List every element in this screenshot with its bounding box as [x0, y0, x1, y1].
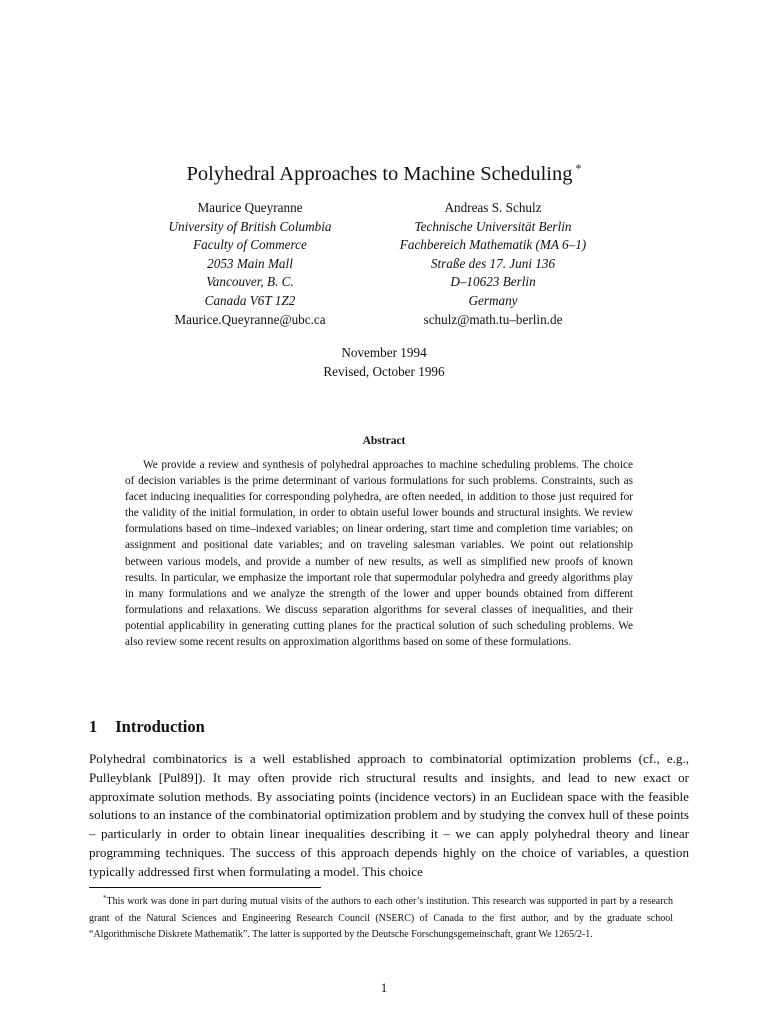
date-original: November 1994 [341, 345, 427, 360]
author-affiliation-line: D–10623 Berlin [450, 274, 536, 290]
section-title: Introduction [115, 717, 205, 736]
section-number: 1 [89, 717, 98, 736]
footnote-rule [89, 887, 321, 888]
author-block-2 [373, 199, 613, 329]
section-heading [89, 714, 205, 740]
author-block-1 [130, 199, 370, 329]
author-affiliation-line: Canada V6T 1Z2 [204, 292, 296, 308]
author-email: schulz@math.tu–berlin.de [423, 311, 563, 327]
paper-title [0, 154, 768, 188]
abstract-text: We provide a review and synthesis of polyhedral approaches to machine scheduling problems. The choice of decision variables is the prime determinant of various formulations for such problems. Constraints, such as facet inducing inequalities for corresponding polyhedra, are often needed, in addition to those just required for the validity of the initial formulation, in order to obtain useful lower bounds and structural insights. We review formulations based on time–indexed variables; on linear ordering, start time and completion time variables; on assignment and positional date variables; and on traveling salesman variables. We point out relationship between various models, and provide a number of new results, as well as simplified new proofs of known results. In particular, we emphasize the important role that supermodular polyhedra and greedy algorithms play in many formulations and we analyze the strength of the lower and upper bounds obtained from different formulations and relaxations. We discuss separation algorithms for several classes of inequalities, and their potential applicability in generating cutting planes for the practical solution of such scheduling problems. We also review some recent results on approximation algorithms based on some of these formulations. [125, 459, 633, 649]
author-affiliation-line: Vancouver, B. C. [206, 274, 294, 290]
abstract-heading: Abstract [362, 435, 406, 447]
footnote-mark: * [103, 894, 107, 902]
author-affiliation-line: Fachbereich Mathematik (MA 6–1) [399, 237, 587, 253]
author-affiliation-line: Technische Universität Berlin [414, 218, 572, 234]
page-number: 1 [380, 981, 388, 995]
date-revised: Revised, October 1996 [323, 363, 445, 379]
author-affiliation-line: Straße des 17. Juni 136 [430, 255, 556, 271]
paper-title-text: Polyhedral Approaches to Machine Scheduling [186, 163, 573, 185]
introduction-text: Polyhedral combinatorics is a well established approach to combinatorial optimization problems (cf., e.g., Pulleyblank [Pul89]). It may often provide rich structural results and insights, and lead to new exact or approximate solution methods. By associating points (incidence vectors) in an Euclidean space with the feasible solutions to an instance of the combinatorial optimization problem and by studying the convex hull of these points – particularly in order to obtain linear inequalities describing it – we can apply polyhedral theory and linear programming techniques. The success of this approach depends highly on the choice of variables, a question typically addressed first when formulating a model. This choice [89, 751, 689, 879]
author-affiliation-line: 2053 Main Mall [207, 255, 293, 271]
author-email: Maurice.Queyranne@ubc.ca [174, 311, 326, 327]
footnote-text: This work was done in part during mutual visits of the authors to each other’s institution. This research was supported in part by a research grant of the Natural Sciences and Engineering Research Council (NSERC) of Canada to the first author, and by the graduate school “Algorithmische Diskrete Mathematik”. The latter is supported by the Deutsche Forschungsgemeinschaft, grant We 1265/2-1. [89, 896, 673, 940]
footnote [89, 890, 673, 944]
author-affiliation-line: Germany [468, 292, 518, 308]
title-footnote-mark: * [575, 161, 582, 175]
author-affiliation-line: Faculty of Commerce [193, 237, 307, 253]
paper-dates [0, 344, 768, 381]
author-affiliation-line: University of British Columbia [168, 218, 332, 234]
author-name: Andreas S. Schulz [444, 200, 542, 215]
author-name: Maurice Queyranne [197, 200, 303, 215]
